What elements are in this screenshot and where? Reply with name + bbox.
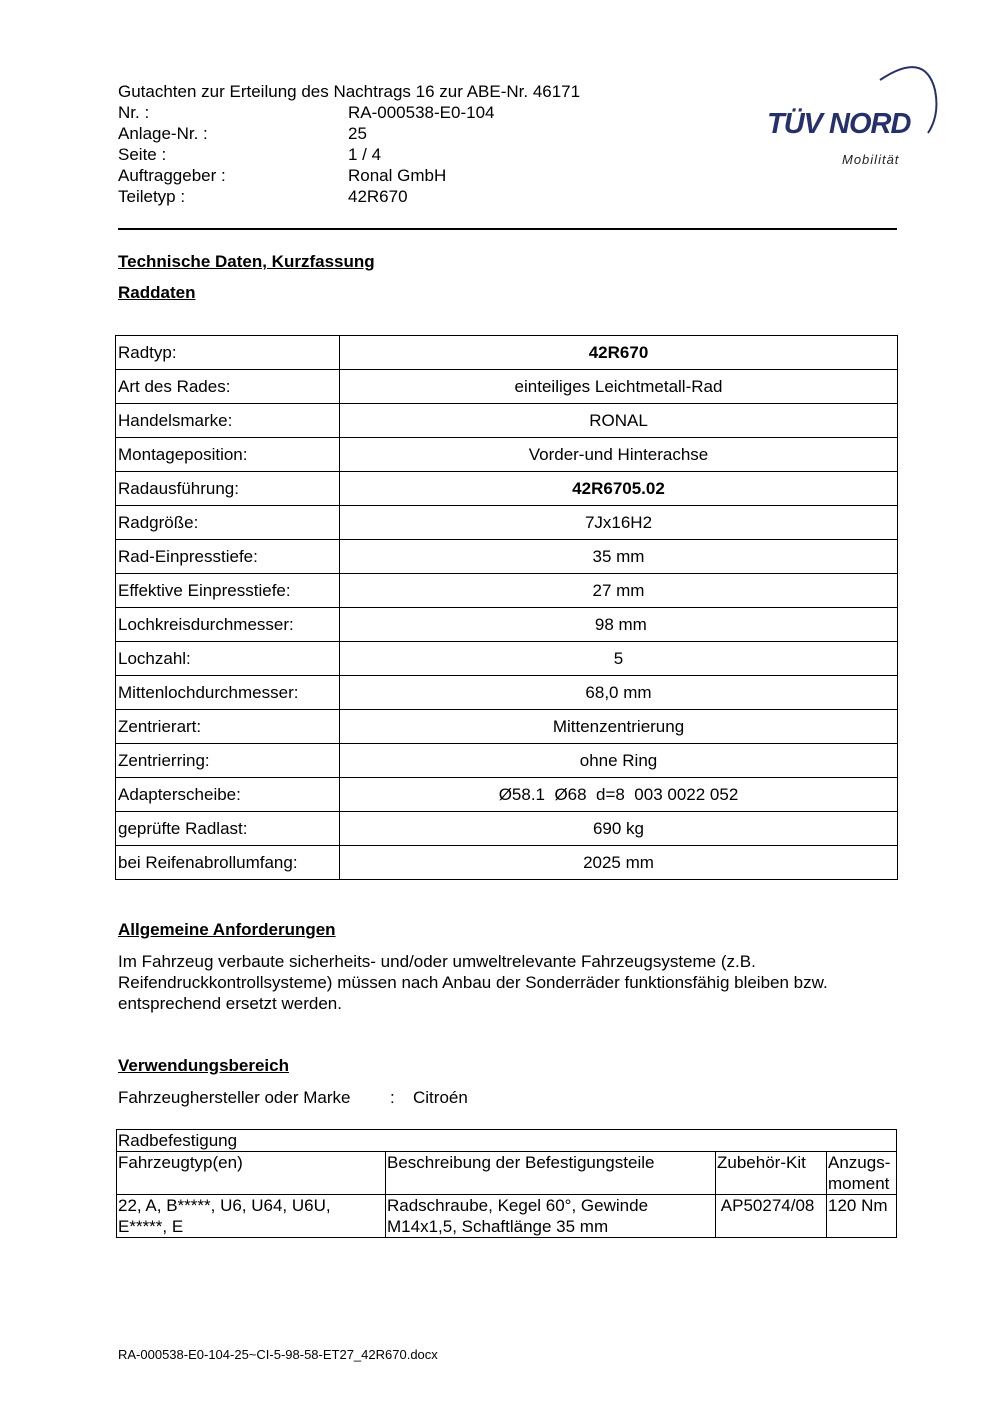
raddaten-value: 42R670 — [340, 336, 898, 370]
table-row — [116, 370, 898, 404]
raddaten-value: 98 mm — [340, 608, 898, 642]
table-row — [117, 1130, 897, 1152]
raddaten-key: Radgröße: — [116, 506, 340, 540]
raddaten-key: Rad-Einpresstiefe: — [116, 540, 340, 574]
raddaten-key: geprüfte Radlast: — [116, 812, 340, 846]
section-raddaten: Raddaten — [118, 283, 196, 302]
raddaten-value: RONAL — [340, 404, 898, 438]
raddaten-key: Radausführung: — [116, 472, 340, 506]
table-row — [116, 642, 898, 676]
section-allgemeine-anforderungen: Allgemeine Anforderungen — [118, 920, 336, 939]
header-key: Anlage-Nr. : — [118, 124, 208, 143]
header-value: RA-000538-E0-104 — [348, 103, 495, 122]
table-row — [116, 778, 898, 812]
header-value: 42R670 — [348, 187, 408, 206]
raddaten-value: 35 mm — [340, 540, 898, 574]
table-row — [116, 404, 898, 438]
header-value: 1 / 4 — [348, 145, 382, 164]
befestigung-title: Radbefestigung — [117, 1130, 897, 1152]
raddaten-value: 7Jx16H2 — [340, 506, 898, 540]
table-row — [116, 846, 898, 880]
column-header: Beschreibung der Befestigungsteile — [386, 1152, 716, 1195]
table-row — [116, 472, 898, 506]
raddaten-value: Mittenzentrierung — [340, 710, 898, 744]
raddaten-value: ohne Ring — [340, 744, 898, 778]
raddaten-key: Montageposition: — [116, 438, 340, 472]
verwendung-value: Citroén — [413, 1088, 468, 1107]
table-row — [116, 336, 898, 370]
raddaten-key: Zentrierring: — [116, 744, 340, 778]
column-header: Anzugs-moment — [827, 1152, 897, 1195]
raddaten-key: Zentrierart: — [116, 710, 340, 744]
header-value: 25 — [348, 124, 367, 143]
raddaten-key: Art des Rades: — [116, 370, 340, 404]
table-row — [116, 608, 898, 642]
raddaten-value: Vorder-und Hinterachse — [340, 438, 898, 472]
raddaten-value: 2025 mm — [340, 846, 898, 880]
column-header: Fahrzeugtyp(en) — [117, 1152, 386, 1195]
raddaten-key: Effektive Einpresstiefe: — [116, 574, 340, 608]
verwendung-separator: : — [390, 1088, 395, 1107]
table-cell: AP50274/08 — [716, 1195, 827, 1238]
footer-filename: RA-000538-E0-104-25~CI-5-98-58-ET27_42R670.docx — [118, 1347, 438, 1362]
table-row — [116, 540, 898, 574]
header-key: Seite : — [118, 145, 167, 164]
allgemeine-text: Im Fahrzeug verbaute sicherheits- und/oder umweltrelevante Fahrzeugsysteme (z.B. Reifendruckkontrollsysteme) müssen nach Anbau der Sonderräder funktionsfähig bleiben bzw. entsprechend ersetzt werden. — [118, 952, 828, 1013]
raddaten-key: Lochkreisdurchmesser: — [116, 608, 340, 642]
raddaten-key: Mittenlochdurchmesser: — [116, 676, 340, 710]
table-row — [116, 506, 898, 540]
table-header-row — [117, 1152, 897, 1195]
table-row — [116, 676, 898, 710]
raddaten-value: 5 — [340, 642, 898, 676]
raddaten-key: Radtyp: — [116, 336, 340, 370]
raddaten-value: einteiliges Leichtmetall-Rad — [340, 370, 898, 404]
table-row — [116, 710, 898, 744]
table-cell: 22, A, B*****, U6, U64, U6U, E*****, E — [117, 1195, 386, 1238]
section-technische-daten: Technische Daten, Kurzfassung — [118, 252, 375, 271]
raddaten-value: 42R6705.02 — [340, 472, 898, 506]
raddaten-value: 68,0 mm — [340, 676, 898, 710]
header-divider — [118, 228, 897, 230]
table-row — [116, 574, 898, 608]
raddaten-table — [115, 335, 898, 880]
raddaten-key: Handelsmarke: — [116, 404, 340, 438]
raddaten-value: 27 mm — [340, 574, 898, 608]
header-key: Teiletyp : — [118, 187, 186, 206]
table-cell: 120 Nm — [827, 1195, 897, 1238]
raddaten-key: bei Reifenabrollumfang: — [116, 846, 340, 880]
befestigung-table — [116, 1129, 897, 1238]
table-row — [116, 438, 898, 472]
table-row — [116, 812, 898, 846]
logo-wordmark: TÜV NORD — [767, 108, 911, 140]
raddaten-key: Adapterscheibe: — [116, 778, 340, 812]
logo-subtitle: Mobilität — [842, 152, 900, 167]
table-row — [116, 744, 898, 778]
table-row — [117, 1195, 897, 1238]
verwendung-label: Fahrzeughersteller oder Marke — [118, 1088, 351, 1107]
header-key: Nr. : — [118, 103, 150, 122]
raddaten-value: Ø58.1 Ø68 d=8 003 0022 052 — [340, 778, 898, 812]
table-cell: Radschraube, Kegel 60°, Gewinde M14x1,5, Schaftlänge 35 mm — [386, 1195, 716, 1238]
raddaten-key: Lochzahl: — [116, 642, 340, 676]
header-value: Ronal GmbH — [348, 166, 447, 185]
column-header: Zubehör-Kit — [716, 1152, 827, 1195]
section-verwendungsbereich: Verwendungsbereich — [118, 1056, 289, 1075]
raddaten-value: 690 kg — [340, 812, 898, 846]
header-key: Auftraggeber : — [118, 166, 226, 185]
